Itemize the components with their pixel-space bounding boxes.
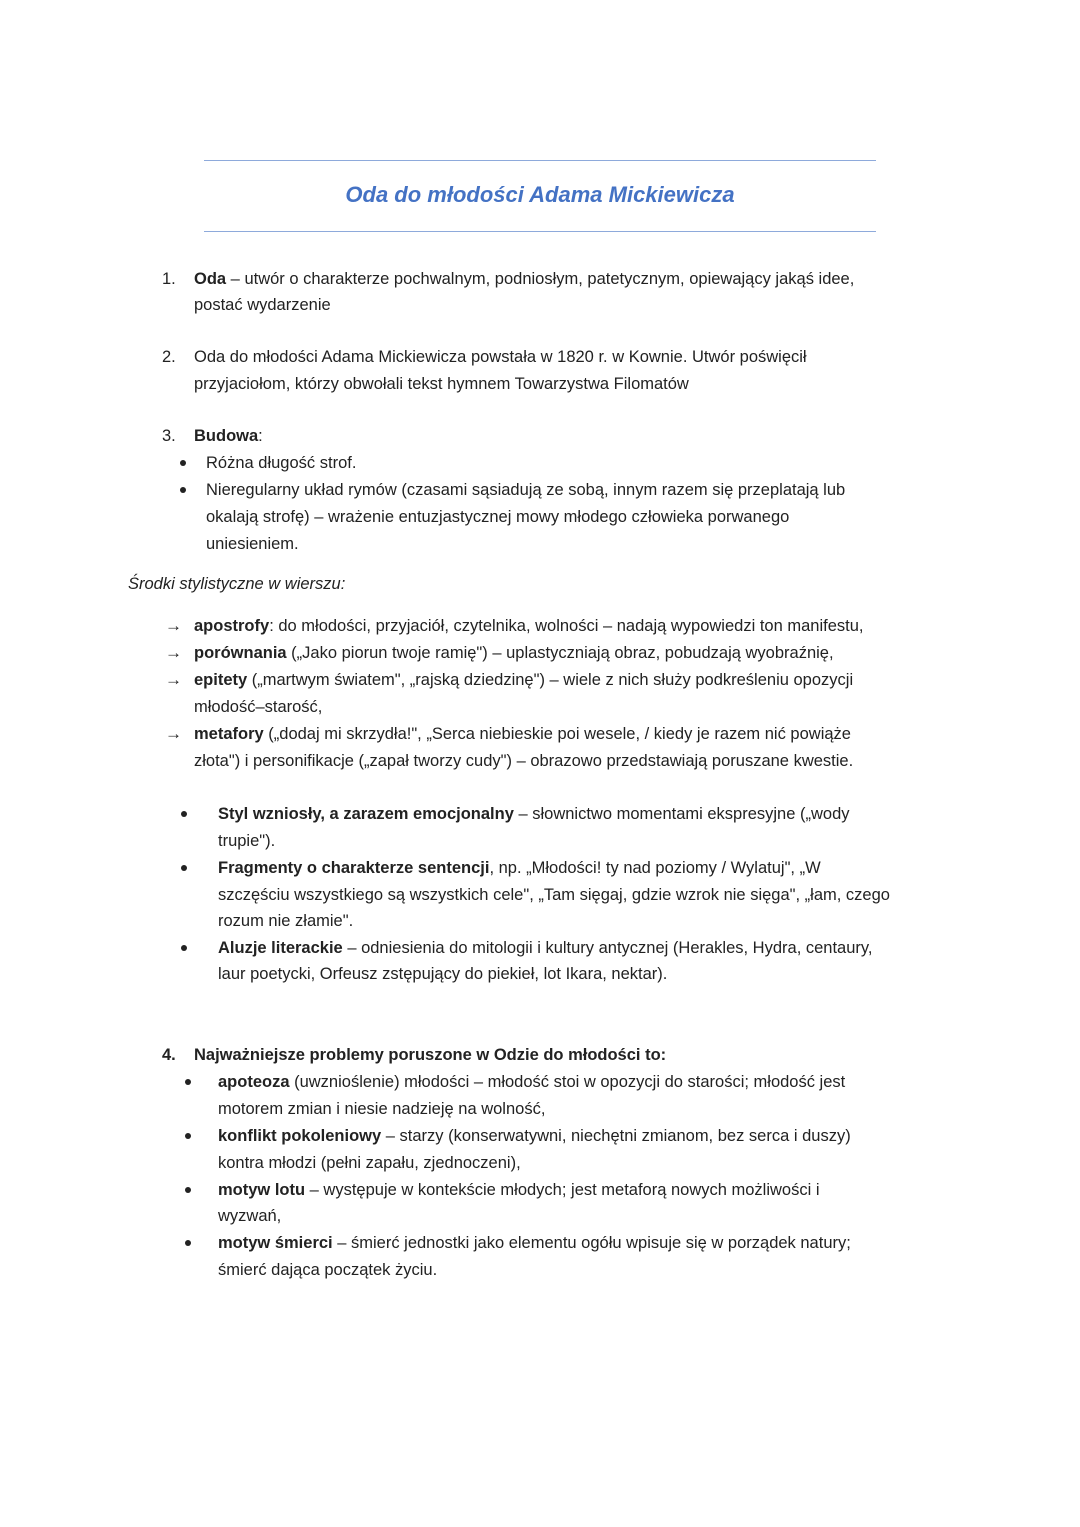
- arrow-item-epitety-line-2: młodość–starość,: [194, 698, 323, 716]
- style-item-3-line-2: laur poetycki, Orfeusz zstępujący do piekieł, lot Ikara, nektar).: [218, 965, 668, 983]
- bullet-icon: [185, 1133, 191, 1139]
- arrow-item-metafory: metafory („dodaj mi skrzydła!", „Serca niebieskie poi wesele, / kiedy je razem nić powiąże: [194, 725, 851, 743]
- arrow-icon: →: [165, 724, 182, 743]
- arrow-item-epitety: epitety („martwym światem", „rajską dziedzinę") – wiele z nich służy podkreśleniu opozycji: [194, 671, 854, 689]
- section-2-line-1: Oda do młodości Adama Mickiewicza powstała w 1820 r. w Kownie. Utwór poświęcił: [194, 348, 807, 366]
- problem-item-2: konflikt pokoleniowy – starzy (konserwatywni, niechętni zmianom, bez serca i duszy): [218, 1127, 851, 1145]
- arrow-icon: →: [165, 643, 182, 662]
- title-rule-top: [204, 160, 876, 161]
- problem-item-4-line-2: śmierć dająca początek życiu.: [218, 1261, 438, 1279]
- section-4-heading: Najważniejsze problemy poruszone w Odzie do młodości to:: [194, 1046, 667, 1064]
- arrow-icon: →: [165, 616, 182, 635]
- arrow-item-apostrofy: apostrofy: do młodości, przyjaciół, czytelnika, wolności – nadają wypowiedzi ton manifestu,: [194, 617, 864, 635]
- style-item-1-line-2: trupie").: [218, 832, 276, 850]
- section-2-line-2: przyjaciołom, którzy obwołali tekst hymnem Towarzystwa Filomatów: [194, 375, 689, 393]
- problem-item-3: motyw lotu – występuje w kontekście młodych; jest metaforą nowych możliwości i: [218, 1181, 820, 1199]
- bullet-icon: [180, 487, 186, 493]
- section-1-line-1: Oda – utwór o charakterze pochwalnym, podniosłym, patetycznym, opiewający jakąś idee,: [194, 270, 855, 288]
- arrow-item-metafory-line-2: złota") i personifikacje („zapał tworzy cudy") – obrazowo przedstawiają poruszane kwestie.: [194, 752, 854, 770]
- bullet-icon: [181, 811, 187, 817]
- section-3-bullet-2-line-2: okalają strofę) – wrażenie entuzjastycznej mowy młodego człowieka porwanego: [206, 508, 790, 526]
- style-item-2-line-2: szczęściu wszystkiego są wszystkich cele", „Tam sięgaj, gdzie wzrok nie sięga", „łam, czego: [218, 886, 890, 904]
- section-1-number: 1.: [162, 270, 176, 288]
- bullet-icon: [181, 945, 187, 951]
- section-3-bullet-2-line-3: uniesieniem.: [206, 535, 299, 553]
- page-title: Oda do młodości Adama Mickiewicza: [345, 182, 735, 207]
- stylistic-heading: Środki stylistyczne w wierszu:: [128, 575, 346, 593]
- section-1-term: Oda: [194, 270, 227, 288]
- problem-item-1: apoteoza (uwznioślenie) młodości – młodość stoi w opozycji do starości; młodość jest: [218, 1073, 846, 1091]
- bullet-icon: [180, 460, 186, 466]
- bullet-icon: [185, 1240, 191, 1246]
- style-item-2: Fragmenty o charakterze sentencji, np. „Młodości! ty nad poziomy / Wylatuj", „W: [218, 859, 821, 877]
- problem-item-4: motyw śmierci – śmierć jednostki jako elementu ogółu wpisuje się w porządek natury;: [218, 1234, 851, 1252]
- style-item-3: Aluzje literackie – odniesienia do mitologii i kultury antycznej (Herakles, Hydra, centaury,: [218, 939, 873, 957]
- bullet-icon: [185, 1187, 191, 1193]
- bullet-icon: [181, 865, 187, 871]
- section-3-bullet-2-line-1: Nieregularny układ rymów (czasami sąsiadują ze sobą, innym razem się przeplatają lub: [206, 481, 846, 499]
- section-3-number: 3.: [162, 427, 176, 445]
- section-1-line-2: postać wydarzenie: [194, 296, 331, 314]
- style-item-1: Styl wzniosły, a zarazem emocjonalny – słownictwo momentami ekspresyjne („wody: [218, 805, 850, 823]
- arrow-icon: →: [165, 670, 182, 689]
- problem-item-1-line-2: motorem zmian i niesie nadzieję na wolność,: [218, 1100, 546, 1118]
- title-rule-bottom: [204, 231, 876, 232]
- problem-item-3-line-2: wyzwań,: [218, 1207, 282, 1225]
- style-item-2-line-3: rozum nie złamie".: [218, 912, 354, 930]
- arrow-item-porownania: porównania („Jako piorun twoje ramię") – uplastyczniają obraz, pobudzają wyobraźnię,: [194, 644, 834, 662]
- section-4-number: 4.: [162, 1046, 176, 1064]
- section-3-heading: Budowa:: [194, 427, 263, 445]
- bullet-icon: [185, 1079, 191, 1085]
- section-2-number: 2.: [162, 348, 176, 366]
- section-3-bullet-1: Różna długość strof.: [206, 454, 357, 472]
- problem-item-2-line-2: kontra młodzi (pełni zapału, zjednoczeni),: [218, 1154, 521, 1172]
